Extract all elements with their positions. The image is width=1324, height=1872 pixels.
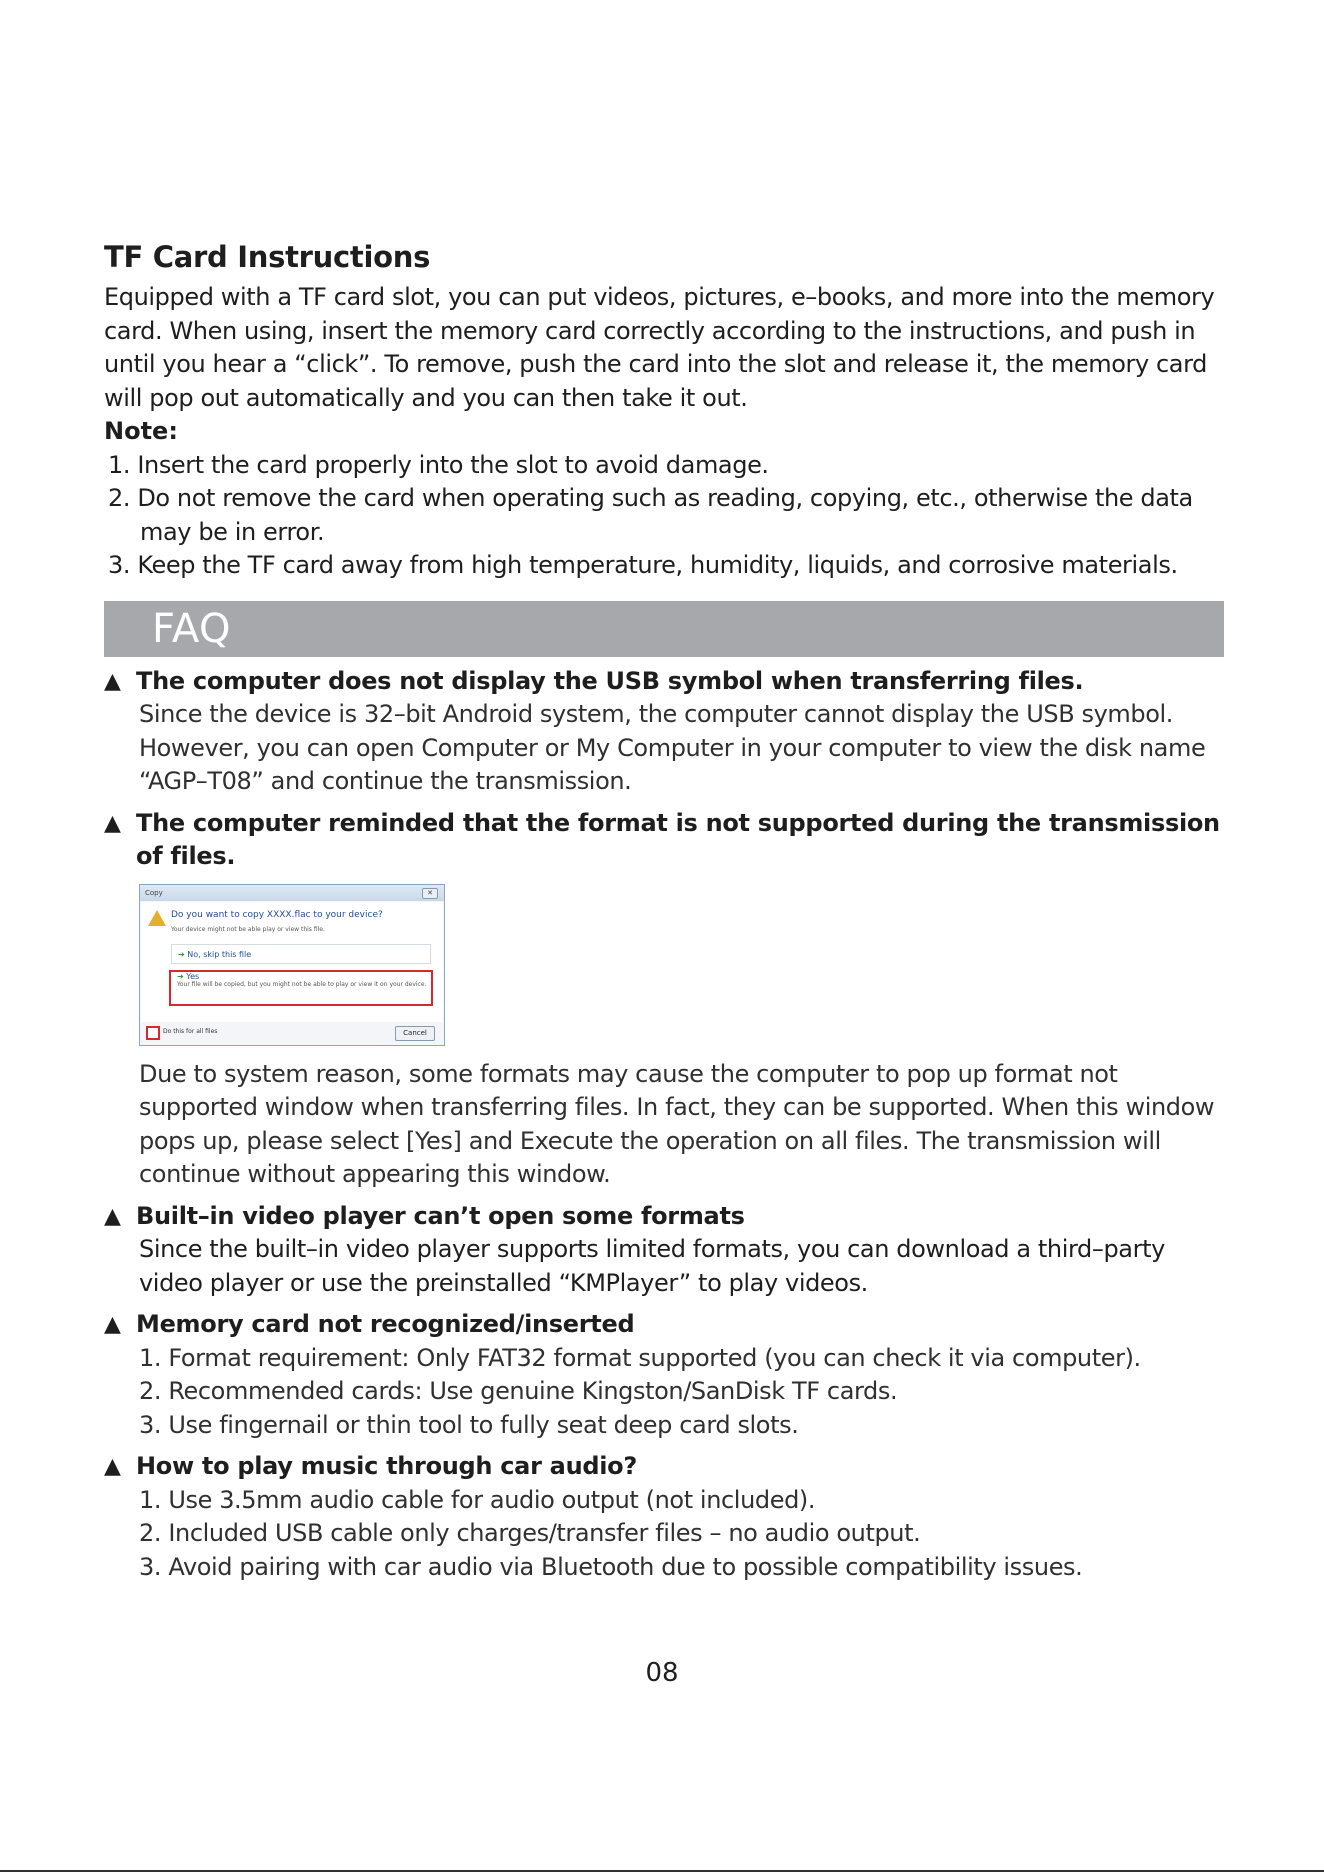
- faq-question-text: The computer does not display the USB symbol when transferring files.: [136, 666, 1084, 695]
- faq-header: FAQ: [104, 601, 1224, 657]
- dialog-title: Copy: [145, 888, 163, 897]
- note-item: 3. Keep the TF card away from high temperature, humidity, liquids, and corrosive materials.: [108, 551, 1178, 579]
- cancel-button: Cancel: [395, 1026, 435, 1041]
- triangle-icon: ▲: [104, 1454, 121, 1479]
- dialog-title-bar: [140, 885, 444, 901]
- faq-question-text: Built–in video player can’t open some formats: [136, 1201, 745, 1230]
- dialog-question: Do you want to copy XXXX.flac to your device?: [171, 909, 383, 920]
- note-item: 2. Do not remove the card when operating such as reading, copying, etc., otherwise the data may be in error.: [108, 484, 1193, 546]
- copy-dialog-screenshot: [139, 884, 445, 1046]
- list-item: 1. Use 3.5mm audio cable for audio output (not included).: [139, 1485, 816, 1514]
- list-item: 2. Recommended cards: Use genuine Kingston/SanDisk TF cards.: [139, 1377, 898, 1405]
- faq-question: [104, 1200, 1224, 1234]
- list-item: 2. Included USB cable only charges/transfer files – no audio output.: [139, 1519, 921, 1547]
- triangle-icon: ▲: [104, 1203, 121, 1229]
- option-skip: [171, 944, 431, 964]
- option-skip-label: No, skip this file: [187, 949, 252, 959]
- faq-question-text: Memory card not recognized/inserted: [136, 1310, 635, 1338]
- arrow-icon: ➜: [177, 971, 184, 981]
- page-content: [104, 238, 1224, 1584]
- dialog-body: [141, 902, 443, 1022]
- note-item: 1. Insert the card properly into the slot to avoid damage.: [108, 450, 769, 479]
- faq-answer-list: [104, 1484, 1224, 1585]
- all-files-checkbox: [146, 1026, 160, 1040]
- list-item: 3. Use fingernail or thin tool to fully seat deep card slots.: [139, 1410, 799, 1439]
- page-number: 08: [645, 1658, 679, 1688]
- faq-question: [104, 1308, 1224, 1342]
- dialog-footer: [141, 1022, 443, 1044]
- note-list: [104, 449, 1224, 583]
- faq-question-text: How to play music through car audio?: [136, 1452, 637, 1480]
- warning-icon: [148, 910, 166, 926]
- option-yes-detail: Your file will be copied, but you might not be able to play or view it on your device.: [177, 980, 427, 988]
- option-yes-label: Yes: [186, 971, 200, 981]
- checkbox-label: Do this for all files: [163, 1027, 218, 1035]
- close-icon: ✕: [422, 888, 438, 899]
- arrow-icon: ➜: [178, 949, 185, 959]
- triangle-icon: ▲: [104, 810, 121, 836]
- triangle-icon: ▲: [104, 668, 121, 694]
- faq-answer: Since the device is 32–bit Android system, the computer cannot display the USB symbol. However, you can open Computer or My Computer in your computer to view the disk name “AGP–T08” and continue the transmission.: [139, 700, 1206, 795]
- tf-title: TF Card Instructions: [104, 240, 431, 274]
- faq-answer: Since the built–in video player supports limited formats, you can download a third–party video player or use the preinstalled “KMPlayer” to play videos.: [139, 1235, 1165, 1297]
- option-yes: [169, 970, 433, 1006]
- faq-question: [104, 807, 1224, 874]
- faq-answer-list: [104, 1342, 1224, 1443]
- faq-question-text: The computer reminded that the format is not supported during the transmission of files.: [136, 808, 1220, 870]
- faq-answer: Due to system reason, some formats may cause the computer to pop up format not supported window when transferring files. In fact, they can be supported. When this window pops up, please select [Yes] and Execute the operation on all files. The transmission will continue without appearing this window.: [139, 1059, 1215, 1188]
- list-item: 1. Format requirement: Only FAT32 format supported (you can check it via computer).: [139, 1343, 1141, 1372]
- faq-question: [104, 665, 1224, 699]
- list-item: 3. Avoid pairing with car audio via Bluetooth due to possible compatibility issues.: [139, 1552, 1083, 1581]
- note-label: Note:: [104, 417, 178, 445]
- tf-body: Equipped with a TF card slot, you can put videos, pictures, e–books, and more into the memory card. When using, insert the memory card correctly according to the instructions, and push in until you hear a “click”. To remove, push the card into the slot and release it, the memory card will pop out automatically and you can then take it out.: [104, 283, 1215, 412]
- dialog-subtext: Your device might not be able play or view this file.: [171, 925, 325, 933]
- triangle-icon: ▲: [104, 1312, 121, 1337]
- faq-question: [104, 1450, 1224, 1484]
